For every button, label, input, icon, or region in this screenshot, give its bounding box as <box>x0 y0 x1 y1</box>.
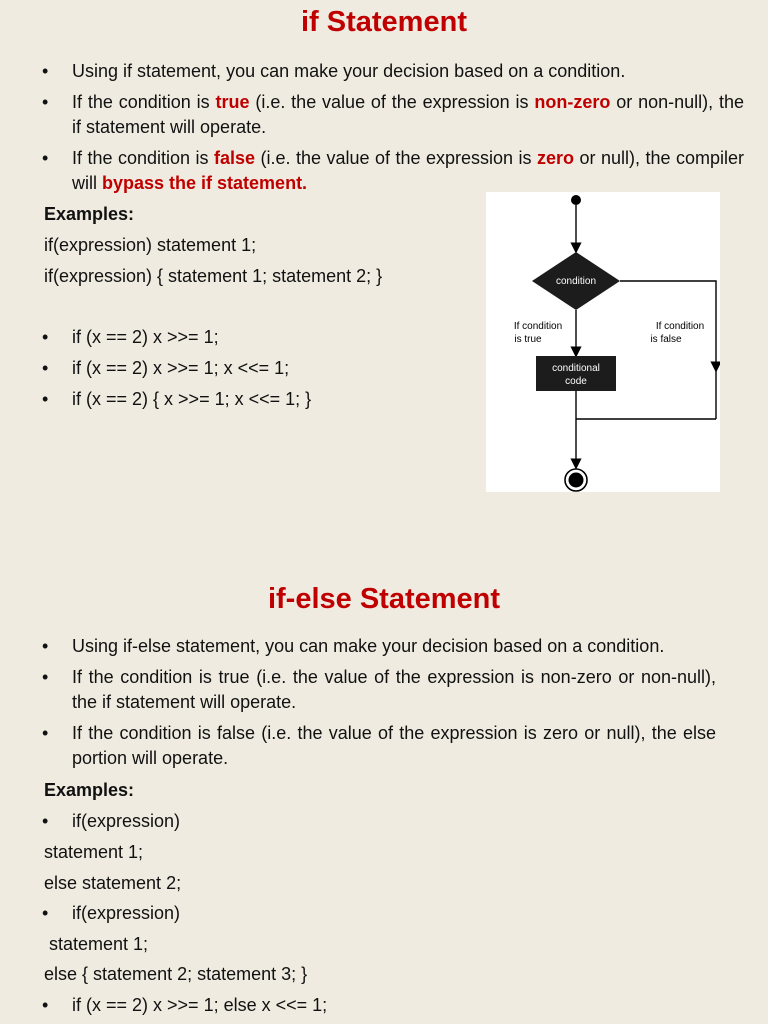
keyword-false: false <box>214 148 256 168</box>
keyword-zero: zero <box>537 148 575 168</box>
keyword-bypass: bypass the if statement. <box>102 173 308 193</box>
list-item: • if(expression) <box>38 809 638 834</box>
condition-label: condition <box>555 276 597 287</box>
false-label-line1: If condition <box>655 321 705 332</box>
example-bullet <box>38 993 638 1024</box>
page-title-if-statement: if Statement <box>301 6 467 38</box>
list-item: • If the condition is false (i.e. the value of the expression is zero or null), the else portion will operate. <box>38 721 716 771</box>
bullet-text: (i.e. the value of the expression is <box>255 148 537 168</box>
bullet-text: Using if statement, you can make your decision based on a condition. <box>72 61 626 81</box>
list-item: • if (x == 2) x >>= 1; <box>38 325 468 350</box>
list-item: • if(expression) <box>38 901 638 926</box>
list-item <box>38 146 744 196</box>
example-line: if(expression) { statement 1; statement 2; } <box>44 266 383 286</box>
list-item: • if (x == 2) x >>= 1; x <<= 1; <box>38 356 468 381</box>
bullet-text: If the condition is <box>72 92 216 112</box>
example-line: else statement 2; <box>44 873 182 893</box>
flowchart-diagram <box>486 192 720 492</box>
bullet-text: (i.e. the value of the expression is <box>249 92 535 112</box>
if-statement-description-list <box>38 59 744 202</box>
if-flowchart <box>486 192 720 492</box>
start-node <box>571 195 581 205</box>
list-item: • Using if-else statement, you can make your decision based on a condition. <box>38 634 716 659</box>
end-node-dot <box>569 473 584 488</box>
bullet-text: or null), the compiler will <box>72 148 744 193</box>
example-bullet <box>38 809 638 840</box>
false-label-line2: is false <box>650 334 682 345</box>
keyword-non-zero: non-zero <box>534 92 611 112</box>
examples-label: Examples: <box>44 780 135 800</box>
code-example-list <box>38 325 468 418</box>
code-label-line1: conditional <box>552 363 600 374</box>
example-bullet <box>38 901 638 932</box>
keyword-true: true <box>215 92 250 112</box>
list-item: • if (x == 2) { x >>= 1; x <<= 1; } <box>38 387 468 412</box>
bullet-text: If the condition is <box>72 148 214 168</box>
example-line: statement 1; <box>44 934 149 954</box>
example-line: if(expression) statement 1; <box>44 235 257 255</box>
list-item <box>38 59 744 84</box>
list-item <box>38 90 744 140</box>
bullet-text: or non-null), the if statement will operate. <box>72 92 744 137</box>
example-line: statement 1; <box>44 842 144 862</box>
example-line: else { statement 2; statement 3; } <box>44 964 308 984</box>
page-title-if-else-statement: if-else Statement <box>267 583 501 615</box>
if-else-description-list <box>38 634 716 777</box>
list-item: • if (x == 2) x >>= 1; else x <<= 1; <box>38 993 638 1018</box>
examples-label: Examples: <box>44 204 135 224</box>
true-label-line1: If condition <box>513 321 563 332</box>
true-label-line2: is true <box>514 334 542 345</box>
code-label-line2: code <box>565 376 587 387</box>
list-item: • If the condition is true (i.e. the value of the expression is non-zero or non-null), the if statement will operate. <box>38 665 716 715</box>
